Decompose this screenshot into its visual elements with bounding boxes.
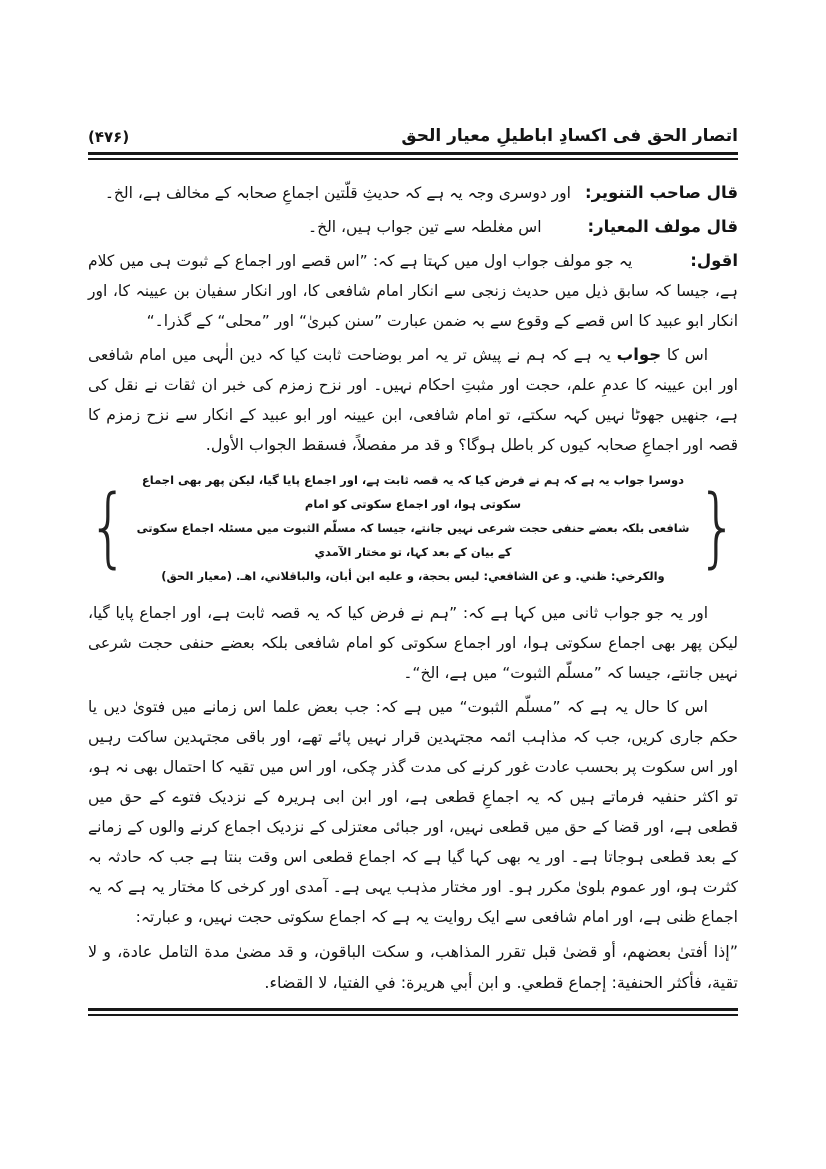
note-text [135,468,692,588]
arabic-quotation: ”إذا أفتىٰ بعضهم، أو قضىٰ قبل تقرر المذاهب، و سكت الباقون، و قد مضىٰ مدة التامل عادة، و لا تقية، فأكثر الحنفية: إجماع قطعي. و ابن أبي هريرة: في الفتيا، لا القضاء. [88,942,738,992]
qala-miyar-text: اس مغلطہ سے تین جواب ہیں، الخ۔ [308,218,542,236]
note-line-1: دوسرا جواب یہ ہے کہ ہم نے فرض کیا کہ یہ قصہ ثابت ہے، اور اجماع پایا گیا، لیکن پھر بھی اجماع سکوتی ہوا، اور اجماع سکوتی کو امام [141,473,685,511]
book-title: اتصار الحق فی اکسادِ اباطیلِ معیار الحق [401,126,738,146]
body-text [88,178,738,998]
footer-divider [88,1008,738,1016]
jawab-bold-word: جواب [616,345,662,364]
page-number: (۴۷۶) [88,128,130,146]
note-line-3-text: والكرخي: ظني. و عن الشافعي: ليس بحجة، و عليه ابن أبان، والباقلاني، اهـ. [231,569,665,583]
qala-tanwir-label: قال صاحب التنویر: [584,183,738,202]
running-header [88,126,738,146]
note-line-2: شافعی بلکہ بعضے حنفی حجت شرعی نہیں جانتے، جیسا کہ مسلّم الثبوت میں مسئلہ اجماع سکوتی کے بیان کے بعد کہا، تو مختار الآمدي [136,521,690,559]
jawab-pre: اس کا [661,346,708,364]
qala-tanwir-line [88,178,738,208]
thani-paragraph: اور یہ جو جواب ثانی میں کہا ہے کہ: ”ہم نے فرض کیا کہ یہ قصہ ثابت ہے، اور اجماع پایا گیا، لیکن پھر بھی اجماع سکوتی ہوا، اور اجماع سکوتی کو امام شافعی بلکہ بعضے حنفی حجت شرعی نہیں جانتے، جیسا کہ ”مسلّم الثبوت“ میں ہے، الخ“۔ [88,604,738,682]
haal-paragraph: اس کا حال یہ ہے کہ ”مسلّم الثبوت“ میں ہے کہ: جب بعض علما اس زمانے میں فتویٰ دیں یا حکم جاری کریں، جب کہ مذاہب ائمہ مجتہدین قرار نہیں پائے تھے، اور باقی مجتہدین ساکت رہیں اور اس سکوت پر بحسب عادت غور کرنے کی مدت گذر چکی، اور اس میں تقیہ کا احتمال بھی نہ ہو، تو اکثر حنفیہ فرماتے ہیں کہ یہ اجماعِ قطعی ہے، اور ابن ابی ہریرہ کے نزدیک فتوے کے حق میں قطعی ہے، اور قضا کے حق میں قطعی نہیں، اور جبائی معتزلی کے نزدیک اجماع کرنے والوں کے زمانے کے بعد قطعی ہوجاتا ہے۔ اور یہ بھی کہا گیا ہے کہ اجماع قطعی اس وقت بنتا ہے جب کہ حادثہ بہ کثرت ہو، اور عموم بلویٰ مکرر ہو۔ اور مختار مذہب یہی ہے۔ آمدی اور کرخی کا مختار یہ ہے کہ یہ اجماع ظنی ہے، اور امام شافعی سے ایک روایت یہ ہے کہ اجماع سکوتی حجت نہیں، و عبارتہ: [88,698,738,926]
note-attribution: (معیار الحق) [161,569,232,583]
left-brace-glyph: { [88,478,129,578]
jawab-text: یہ ہے کہ ہم نے پیش تر یہ امر بوضاحت ثابت کیا کہ دین الٰہی میں امام شافعی اور ابن عیینہ کا عدمِ علم، حجت اور مثبتِ احکام نہیں۔ اور نزح زمزم کی خبر ان ثقات نے نقل کی ہے، جنھیں جھوٹا نہیں کہہ سکتے، تو امام شافعی، ابن عیینہ اور ابو عبید کے انکار سے نزح زمزم کا قصہ اور اجماعِ صحابہ کیوں کر باطل ہوگا؟ [88,346,738,454]
note-line-3 [135,564,692,588]
qala-tanwir-text: اور دوسری وجہ یہ ہے کہ حدیثِ قلّتین اجماعِ صحابہ کے مخالف ہے، الخ۔ [104,184,571,202]
jawab-arabic-tail: و قد مر مفصلاً، فسقط الجواب الأول. [205,435,454,454]
jawab-paragraph [88,340,738,460]
braced-note [88,468,738,588]
qala-miyar-line [88,212,738,242]
right-brace-glyph: } [697,478,738,578]
page-content [88,126,738,1016]
qala-miyar-label: قال مولف المعیار: [587,217,738,236]
aqool-text: یہ جو مولف جواب اول میں کہتا ہے کہ: ”اس قصے اور اجماع کے ثبوت ہی میں کلام ہے، جیسا کہ سابق ذیل میں حدیث زنجی سے انکار امام شافعی کا، اور انکار سفیان بن عیینہ کا، اور انکار ابو عبید کا اس قصے کے وقوع سے بہ ضمن عبارت ”سنن کبریٰ“ اور ”محلی“ کے گذرا۔“ [88,252,738,330]
header-divider [88,152,738,160]
aqool-paragraph [88,246,738,336]
aqool-label: اقول: [690,251,738,270]
